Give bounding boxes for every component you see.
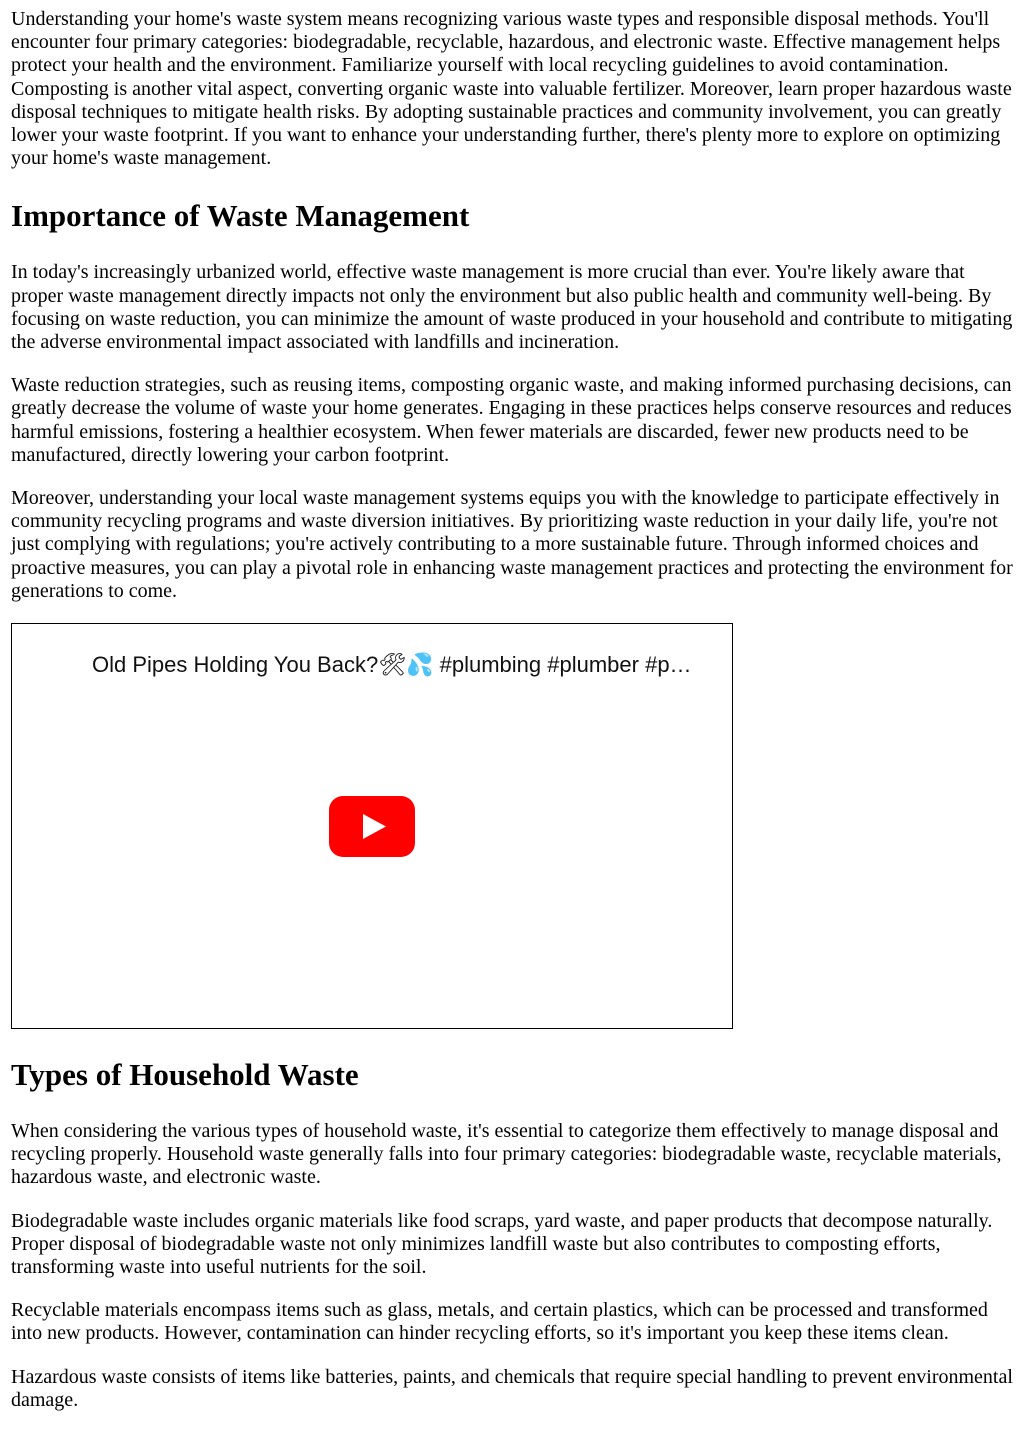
types-paragraph-4: Hazardous waste consists of items like batteries, paints, and chemicals that require special handling to prevent environmental damage. [11, 1365, 1013, 1411]
heading-importance: Importance of Waste Management [11, 198, 470, 234]
importance-paragraph-2: Waste reduction strategies, such as reusing items, composting organic waste, and making informed purchasing decisions, can greatly decrease the volume of waste your home generates. Engaging in these practices helps conserve resources and reduces harmful emissions, fostering a healthier ecosystem. When fewer materials are discarded, fewer new products need to be manufactured, directly lowering your carbon footprint. [11, 374, 1012, 466]
heading-types: Types of Household Waste [11, 1057, 359, 1093]
importance-paragraph-1: In today's increasingly urbanized world, effective waste management is more crucial than ever. You're likely aware that proper waste management directly impacts not only the environment but also public health and community well-being. By focusing on waste reduction, you can minimize the amount of waste produced in your household and contribute to mitigating the adverse environmental impact associated with landfills and incineration. [11, 261, 1013, 354]
types-paragraph-1: When considering the various types of household waste, it's essential to categorize them effectively to manage disposal and recycling properly. Household waste generally falls into four primary categories: biodegradable waste, recyclable materials, hazardous waste, and electronic waste. [11, 1120, 1002, 1189]
video-title[interactable]: Old Pipes Holding You Back?🛠💦 #plumbing #plumber #p… [92, 652, 692, 678]
intro-paragraph: Understanding your home's waste system means recognizing various waste types and responsible disposal methods. You'll encounter four primary categories: biodegradable, recyclable, hazardous, and electronic waste. Effective management helps protect your health and the environment. Familiarize yourself with local recycling guidelines to avoid contamination. Composting is another vital aspect, converting organic waste into valuable fertilizer. Moreover, learn proper hazardous waste disposal techniques to mitigate health risks. By adopting sustainable practices and community involvement, you can greatly lower your waste footprint. If you want to enhance your understanding further, there's plenty more to explore on optimizing your home's waste management. [11, 8, 1012, 170]
play-button-graphic [329, 796, 415, 857]
youtube-play-icon[interactable] [329, 796, 415, 857]
video-embed[interactable] [11, 623, 733, 1029]
importance-paragraph-3: Moreover, understanding your local waste management systems equips you with the knowledge to participate effectively in community recycling programs and waste diversion initiatives. By prioritizing waste reduction in your daily life, you're not just complying with regulations; you're actively contributing to a more sustainable future. Through informed choices and proactive measures, you can play a pivotal role in enhancing waste management practices and protecting the environment for generations to come. [11, 487, 1013, 602]
types-paragraph-3: Recyclable materials encompass items such as glass, metals, and certain plastics, which can be processed and transformed into new products. However, contamination can hinder recycling efforts, so it's important you keep these items clean. [11, 1299, 988, 1345]
types-paragraph-2: Biodegradable waste includes organic materials like food scraps, yard waste, and paper products that decompose naturally. Proper disposal of biodegradable waste not only minimizes landfill waste but also contributes to composting efforts, transforming waste into useful nutrients for the soil. [11, 1209, 993, 1279]
